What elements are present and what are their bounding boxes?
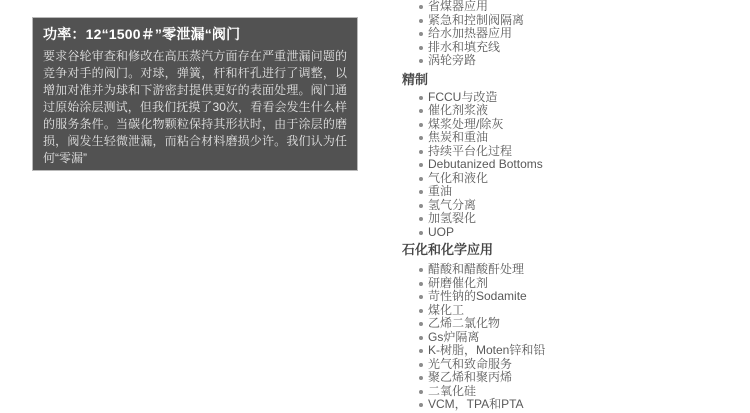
list-item: 省煤器应用 <box>402 0 747 14</box>
list-item: 煤化工 <box>402 304 747 318</box>
list-item: UOP <box>402 226 747 240</box>
list-item: 排水和填充线 <box>402 41 747 55</box>
valve-case-panel <box>32 17 358 171</box>
list-item: 持续平台化过程 <box>402 145 747 159</box>
list-item: 光气和致命服务 <box>402 358 747 372</box>
list-item: 苛性钠的Sodamite <box>402 290 747 304</box>
list-item: 醋酸和醋酸酐处理 <box>402 263 747 277</box>
list-item: Gs炉隔离 <box>402 331 747 345</box>
section-heading-refining: 精制 <box>402 71 429 87</box>
list-item: 紧急和控制阀隔离 <box>402 14 747 28</box>
applications-column <box>402 0 747 412</box>
list-item: 加氢裂化 <box>402 212 747 226</box>
refining-list <box>402 91 747 240</box>
list-item: 气化和液化 <box>402 172 747 186</box>
list-item: 煤浆处理/除灰 <box>402 118 747 132</box>
panel-title: 功率：12“1500＃”零泄漏“阀门 <box>43 26 241 42</box>
list-item: K-树脂，Moten锌和铅 <box>402 344 747 358</box>
list-item: FCCU与改造 <box>402 91 747 105</box>
petrochemical-list <box>402 263 747 412</box>
list-item: 二氧化硅 <box>402 385 747 399</box>
list-item: 重油 <box>402 185 747 199</box>
list-item: VCM，TPA和PTA <box>402 398 747 412</box>
list-item: 乙烯二氯化物 <box>402 317 747 331</box>
applications-top-list <box>402 0 747 68</box>
section-heading-petrochemical: 石化和化学应用 <box>402 242 494 257</box>
panel-body: 要求谷轮审查和修改在高压蒸汽方面存在严重泄漏问题的竞争对手的阀门。对球，弹簧，杆和杆孔进行了调整，以增加对准并为球和下游密封提供更好的表面处理。阀门通过原始涂层测试，但我们抚摸了30次，看看会发生什么样的服务条件。当碳化物颗粒保持其形状时，由于涂层的磨损，阀发生轻微泄漏，而粘合材料磨损少许。我们认为任何“零漏” <box>43 49 347 165</box>
list-item: 焦炭和重油 <box>402 131 747 145</box>
list-item: 聚乙烯和聚丙烯 <box>402 371 747 385</box>
list-item: 给水加热器应用 <box>402 27 747 41</box>
list-item: 催化剂浆液 <box>402 104 747 118</box>
list-item: 氢气分离 <box>402 199 747 213</box>
list-item: 涡轮旁路 <box>402 54 747 68</box>
list-item: Debutanized Bottoms <box>402 158 747 172</box>
list-item: 研磨催化剂 <box>402 277 747 291</box>
